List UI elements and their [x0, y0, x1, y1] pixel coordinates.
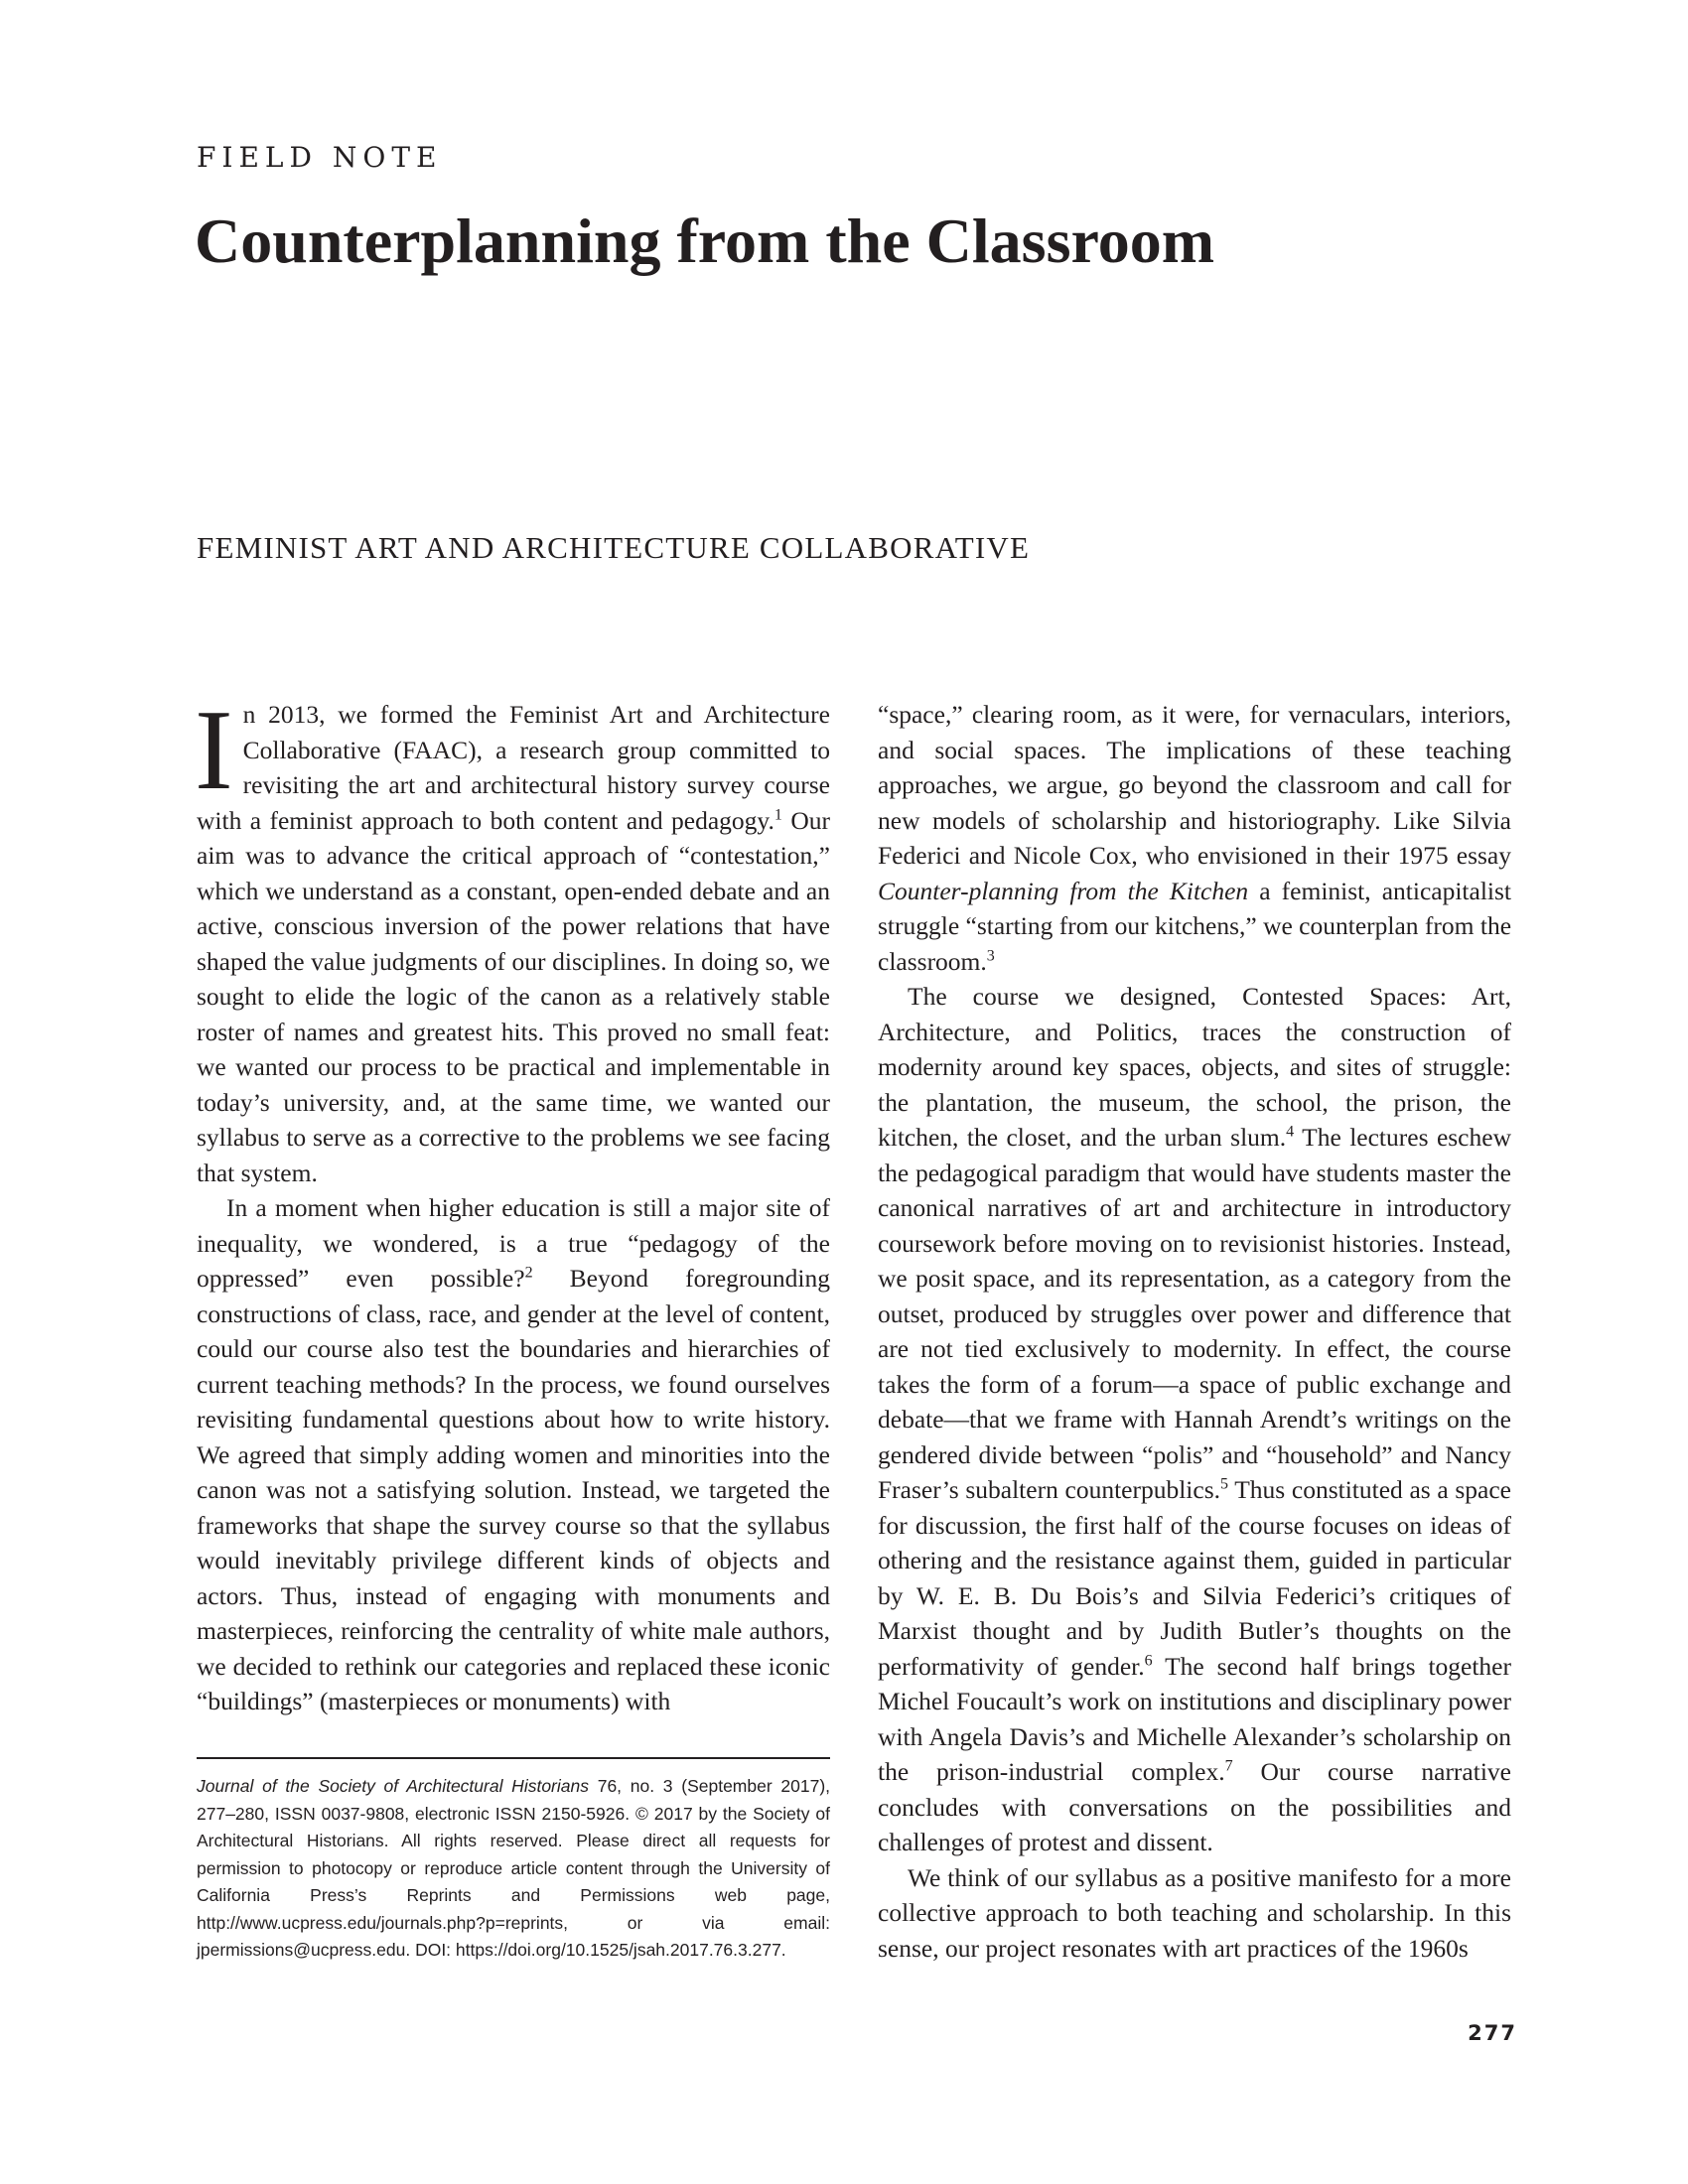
paragraph-1: In 2013, we formed the Feminist Art and Architecture Collaborative (FAAC), a research group committed to revisiting the art and architectural history survey course with a feminist approach to both content and pedagogy.$^1$ Our aim was to advance the critical approach of “contestation,” which we understand as a constant, open-ended debate and an active, conscious inversion of the power relations that have shaped the value judgments of our disciplines. In doing so, we sought to elide the logic of the canon as a relatively stable roster of names and greatest hits. This proved no small feat: we wanted our process to be practical and implementable in today’s university, and, at the same time, we wanted our syllabus to serve as a corrective to the problems we see facing that system. [195, 687, 830, 1187]
journal-name: Journal of the Society of Architectural Historians [197, 1776, 589, 1796]
footnote-rule [197, 1757, 830, 1759]
right-column [878, 697, 1511, 1966]
paragraph-5: We think of our syllabus as a positive manifesto for a more collective approach to both teaching and scholarship. In this sense, our project resonates with art practices of the 1960s [878, 1862, 1511, 1963]
footnote-ref-1: 1 [774, 806, 782, 823]
footnote-ref-2: 2 [524, 1264, 533, 1282]
citation-footnote: Journal of the Society of Architectural Historians 76, no. 3 (September 2017), 277–280, ISSN 0037-9808, electronic ISSN 2150-5926. © 2017 by the Society of Architectural Historians. All rights reserved. Please direct all requests for permission to photocopy or reproduce article content through the University of California Press’s Reprints and Permissions web page, http://www.ucpress.edu/journals.php?p=reprints, or via email: jpermissions@ucpress.edu. DOI: https://doi.org/10.1525/jsah.2017.76.3.277. [197, 1776, 831, 1960]
footnote-ref-5: 5 [1220, 1475, 1228, 1493]
footnote-ref-7: 7 [1224, 1757, 1233, 1775]
author-line: FEMINIST ART AND ARCHITECTURE COLLABORATIVE [197, 530, 1031, 565]
paragraph-4: The course we designed, Contested Spaces: Art, Architecture, and Politics, traces the construction of modernity around key spaces, objects, and sites of struggle: the plantation, the museum, the school, the prison, the kitchen, the closet, and the urban slum.$^4$ The lectures eschew the pedagogical paradigm that would have students master the canonical narratives of art and architecture in introductory coursework before moving on to revisionist histories. Instead, we posit space, and its representation, as a category from the outset, produced by struggles over power and difference that are not tied exclusively to modernity. In effect, the course takes the form of a forum—a space of public exchange and debate—that we frame with Hannah Arendt’s writings on the gendered divide between “polis” and “household” and Nancy Fraser’s subaltern counterpublics.$^5$ Thus constituted as a space for discussion, the first half of the course focuses on ideas of othering and the resistance against them, guided in particular by W. E. B. Du Bois’s and Silvia Federici’s critiques of Marxist thought and by Judith Butler’s thoughts on the performativity of gender.$^6$ The second half brings together Michel Foucault’s work on institutions and disciplinary power with Angela Davis’s and Michelle Alexander’s scholarship on the prison-industrial complex.$^7$ Our course narrative concludes with conversations on the possibilities and challenges of protest and dissent. [878, 982, 1511, 1856]
footnote-ref-4: 4 [1286, 1123, 1295, 1141]
article-title: Counterplanning from the Classroom [195, 205, 1215, 276]
essay-title: Counter-planning from the Kitchen [878, 876, 1249, 905]
page-number: 277 [1468, 2021, 1517, 2045]
left-column [195, 687, 830, 1719]
section-kicker: FIELD NOTE [197, 141, 443, 174]
paragraph-2: In a moment when higher education is still a major site of inequality, we wondered, is a true “pedagogy of the oppressed” even possible?$^2$ Beyond foregrounding constructions of class, race, and gender at the level of content, could our course also test the boundaries and hierarchies of current teaching methods? In the process, we found ourselves revisiting fundamental questions about how to write history. We agreed that simply adding women and minorities into the canon was not a satisfying solution. Instead, we targeted the frameworks that shape the survey course so that the syllabus would inevitably privilege different kinds of objects and actors. Thus, instead of engaging with monuments and masterpieces, reinforcing the centrality of white male authors, we decided to rethink our categories and replaced these iconic “buildings” (masterpieces or monuments) with [197, 1193, 830, 1715]
paragraph-3: “space,” clearing room, as it were, for vernaculars, interiors, and social spaces. The implications of these teaching approaches, we argue, go beyond the classroom and call for new models of scholarship and historiography. Like Silvia Federici and Nicole Cox, who envisioned in their 1975 essay Counter-planning from the Kitchen a feminist, anticapitalist struggle “starting from our kitchens,” we counterplan from the classroom.$^3$ [878, 700, 1512, 976]
footnote-ref-6: 6 [1144, 1652, 1153, 1669]
drop-cap: I [195, 687, 233, 814]
footnote-ref-3: 3 [986, 947, 995, 964]
